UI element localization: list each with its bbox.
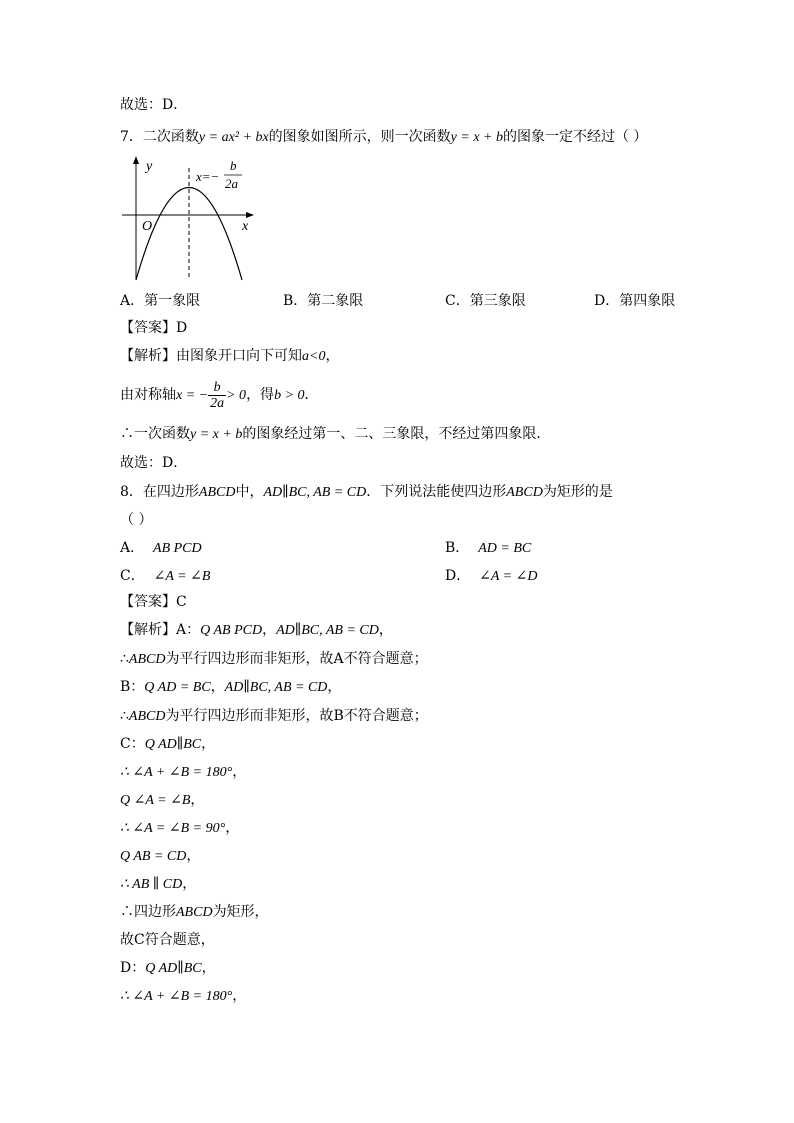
q8-analysis-5-post: ， bbox=[201, 736, 216, 752]
q8-analysis-5 bbox=[120, 735, 215, 754]
q7-option-a: A．第一象限 bbox=[120, 293, 201, 309]
q8-analysis-3 bbox=[120, 678, 341, 697]
q7-conclusion-formula: y = x + b bbox=[190, 427, 243, 442]
q8-analysis-2-f: ABCD bbox=[128, 652, 166, 667]
q8-analysis-13-f: Q AD∥BC bbox=[145, 961, 202, 976]
q8-analysis-12: 故C符合题意， bbox=[120, 932, 215, 948]
q7-analysis-2 bbox=[120, 379, 319, 412]
y-label: y bbox=[146, 159, 153, 174]
q8-analysis-11 bbox=[120, 903, 269, 922]
q8-option-c-letter: C． bbox=[120, 568, 145, 584]
q7-option-d: D．第四象限 bbox=[594, 293, 676, 309]
q7-conclusion-pre: ∴一次函数 bbox=[120, 426, 190, 442]
q8-analysis-5-pre: C： bbox=[120, 736, 145, 752]
q7-sym-b: b > 0 bbox=[274, 388, 305, 403]
q7-sym-gt: > 0 bbox=[226, 388, 247, 403]
q8-analysis-5-f: Q AD∥BC bbox=[144, 737, 202, 752]
q8-analysis-1-pre: 【解析】A： bbox=[120, 622, 201, 638]
q8-analysis-14-f: ∴ ∠A + ∠B = 180° bbox=[120, 989, 233, 1004]
q7-analysis-1-text: 【解析】由图象开口向下可知 bbox=[120, 348, 302, 364]
q7-analysis-1 bbox=[120, 347, 339, 366]
q8-analysis-2-pre: ∴ bbox=[120, 651, 129, 667]
q8-analysis-3-pre: B： bbox=[120, 679, 145, 695]
q8-analysis-1-f1: Q AB PCD bbox=[200, 623, 263, 638]
q8-analysis-9 bbox=[120, 847, 200, 866]
parabola-figure bbox=[118, 150, 268, 285]
q8-analysis-6-f: ∴ ∠A + ∠B = 180° bbox=[120, 765, 233, 780]
question-8-end: 为矩形的是 bbox=[542, 484, 613, 500]
q8-option-a-text: AB PCD bbox=[153, 541, 202, 556]
q8-analysis-8 bbox=[120, 819, 239, 838]
q8-analysis-1 bbox=[120, 621, 393, 640]
q8-option-d-letter: D． bbox=[445, 568, 471, 584]
q8-analysis-10 bbox=[120, 875, 196, 894]
q8-analysis-7 bbox=[120, 791, 204, 810]
q8-option-b bbox=[445, 539, 531, 558]
q8-option-a-letter: A． bbox=[120, 540, 145, 556]
q8-option-c-text: ∠A = ∠B bbox=[153, 569, 211, 584]
q7-option-c: C．第三象限 bbox=[445, 293, 526, 309]
q8-analysis-7-post: ， bbox=[190, 792, 205, 808]
axis-eq-prefix: x=− bbox=[196, 169, 220, 184]
question-8 bbox=[120, 483, 613, 502]
q7-sym-x: x = − bbox=[176, 388, 209, 403]
q7-final: 故选：D． bbox=[120, 455, 188, 471]
q8-analysis-3-mid: ， bbox=[210, 679, 225, 695]
q8-analysis-6-post: ， bbox=[232, 764, 247, 780]
axis-eq-numerator: b bbox=[230, 158, 237, 173]
q8-analysis-3-f2: AD∥BC, AB = CD bbox=[224, 680, 328, 695]
y-axis-arrow bbox=[133, 156, 139, 164]
q8-option-b-text: AD = BC bbox=[478, 541, 532, 556]
q8-analysis-11-post: 为矩形， bbox=[212, 904, 269, 920]
q7-conclusion bbox=[120, 425, 550, 444]
q8-analysis-9-f: Q AB = CD bbox=[120, 849, 187, 864]
axis-eq-denominator: 2a bbox=[225, 176, 238, 191]
q7-conclusion-post: 的图象经过第一、二、三象限，不经过第四象限． bbox=[242, 426, 551, 442]
q8-analysis-14 bbox=[120, 987, 246, 1006]
quadratic-formula: y = ax² + bx bbox=[198, 130, 269, 145]
q8-analysis-10-f: ∴ AB ∥ CD bbox=[120, 877, 183, 892]
q8-analysis-9-post: ， bbox=[186, 848, 201, 864]
q8-analysis-13 bbox=[120, 959, 216, 978]
q8-analysis-4-post: 为平行四边形而非矩形，故B不符合题意； bbox=[165, 708, 428, 724]
q8-option-b-letter: B． bbox=[445, 540, 470, 556]
linear-formula: y = x + b bbox=[450, 130, 503, 145]
question-8-mid: 中， bbox=[235, 484, 264, 500]
question-8-condition: AD∥BC, AB = CD bbox=[263, 485, 367, 500]
question-8-prefix: 8．在四边形 bbox=[120, 484, 199, 500]
q8-analysis-2-post: 为平行四边形而非矩形，故A不符合题意； bbox=[165, 651, 428, 667]
q8-analysis-11-f: ABCD bbox=[176, 905, 213, 920]
q8-analysis-13-pre: D： bbox=[120, 960, 146, 976]
q8-analysis-13-post: ， bbox=[201, 960, 216, 976]
question-7-suffix: 的图象一定不经过（ ） bbox=[502, 129, 648, 145]
q7-answer: 【答案】D bbox=[120, 320, 188, 336]
q8-analysis-1-f2: AD∥BC, AB = CD bbox=[276, 623, 379, 638]
q8-option-d bbox=[445, 567, 537, 586]
q8-analysis-4-f: ABCD bbox=[128, 709, 166, 724]
q7-sym-then: ，得 bbox=[246, 387, 275, 403]
q8-option-a bbox=[120, 539, 202, 558]
q7-sym-fraction bbox=[208, 380, 226, 411]
q7-sym-numerator: b bbox=[208, 380, 226, 396]
q8-analysis-3-f1: Q AD = BC bbox=[144, 680, 211, 695]
q8-analysis-1-mid: ， bbox=[262, 622, 277, 638]
q8-analysis-4 bbox=[120, 707, 428, 726]
q8-analysis-4-pre: ∴ bbox=[120, 708, 129, 724]
q8-analysis-1-end: ， bbox=[378, 622, 393, 638]
answer-line: 故选：D． bbox=[120, 97, 188, 113]
x-axis-arrow bbox=[246, 212, 254, 218]
q8-analysis-10-post: ， bbox=[182, 876, 197, 892]
q7-analysis-1-end: ， bbox=[325, 348, 340, 364]
question-8-quad-2: ABCD bbox=[506, 485, 543, 500]
question-8-quad: ABCD bbox=[198, 485, 236, 500]
q8-analysis-2 bbox=[120, 650, 428, 669]
q8-analysis-8-f: ∴ ∠A = ∠B = 90° bbox=[120, 821, 226, 836]
q8-analysis-7-f: Q ∠A = ∠B bbox=[120, 793, 191, 808]
q8-analysis-11-pre: ∴四边形 bbox=[120, 904, 176, 920]
q7-sym-denominator: 2a bbox=[210, 395, 225, 411]
q7-analysis-2-text: 由对称轴 bbox=[120, 387, 176, 403]
question-8-post: ．下列说法能使四边形 bbox=[366, 484, 507, 500]
q8-answer: 【答案】C bbox=[120, 594, 187, 610]
q8-analysis-8-post: ， bbox=[225, 820, 240, 836]
q8-analysis-14-post: ， bbox=[232, 988, 247, 1004]
origin-label: O bbox=[142, 219, 153, 234]
q8-analysis-3-end: ， bbox=[327, 679, 342, 695]
q8-option-c bbox=[120, 567, 210, 586]
question-7 bbox=[120, 128, 647, 147]
question-8-paren: （ ） bbox=[120, 512, 153, 528]
q8-option-d-text: ∠A = ∠D bbox=[479, 569, 538, 584]
q7-analysis-1-formula: a<0 bbox=[302, 349, 326, 364]
x-label: x bbox=[242, 219, 249, 234]
question-7-prefix: 7．二次函数 bbox=[120, 129, 199, 145]
q7-option-b: B．第二象限 bbox=[283, 293, 364, 309]
question-7-mid: 的图象如图所示，则一次函数 bbox=[268, 129, 451, 145]
q8-analysis-6 bbox=[120, 763, 246, 782]
q7-sym-end: ． bbox=[304, 387, 319, 403]
